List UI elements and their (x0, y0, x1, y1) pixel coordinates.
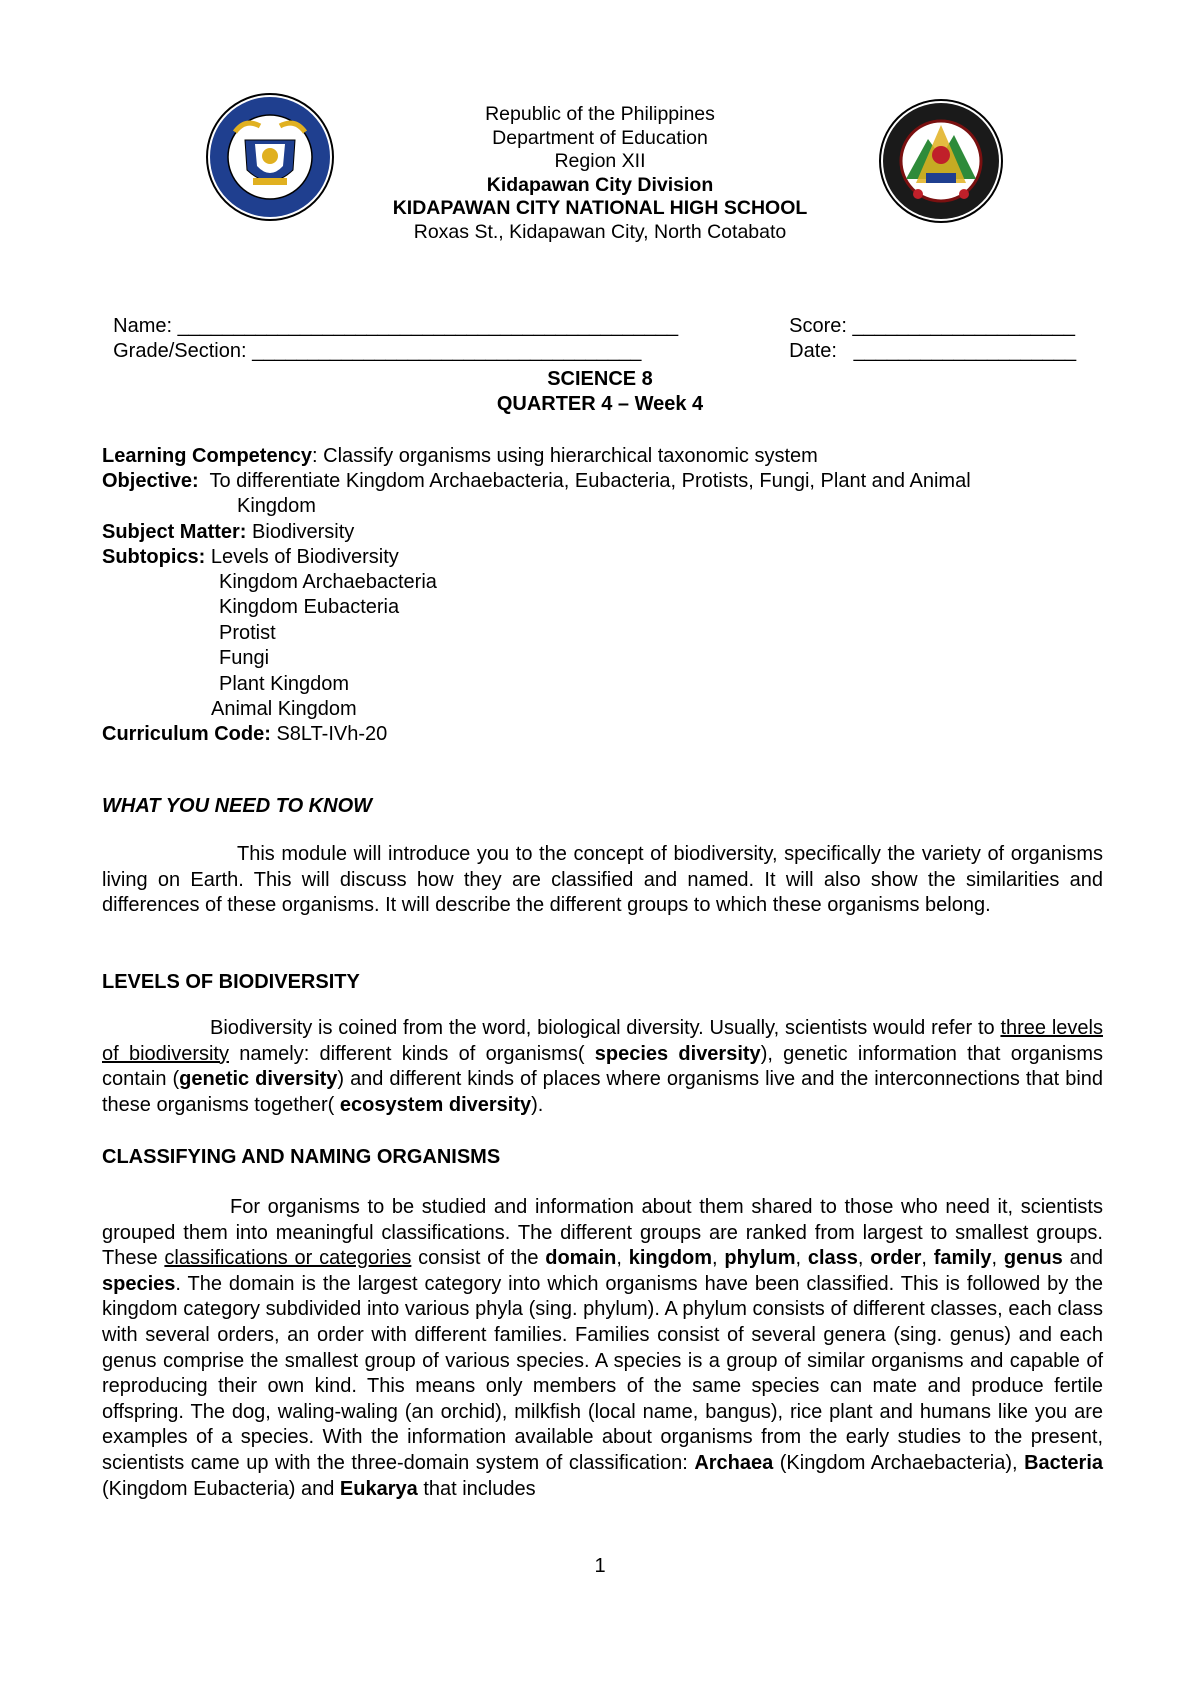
term-bacteria: Bacteria (1024, 1451, 1103, 1474)
classify-text: . The domain is the largest category into which organisms have been classified. This is followed by the kingdom category subdivided into various phyla (sing. phylum). A phylum consists of different classes, each class with several orders, an order with different families. Families consist of several genera (sing. genus) and each genus comprise the smallest group of various species. A species is a group of similar organisms and capable of reproducing their own kind. This means only members of the same species can mate and produce fertile offspring. The dog, waling-waling (an orchid), milkfish (local name, bangus), rice plant and humans like you are examples of a species. With the information available about organisms from the early studies to the present, scientists came up with the three-domain system of classification: (102, 1272, 1103, 1474)
curriculum-code-label: Curriculum Code: (102, 723, 271, 745)
subtopic-item: Kingdom Eubacteria (219, 596, 400, 618)
ecosystem-diversity-term: ecosystem diversity (339, 1093, 532, 1116)
classify-text: (Kingdom Archaebacteria), (773, 1451, 1025, 1474)
date-field[interactable] (778, 315, 1076, 363)
term-order: order (870, 1247, 922, 1270)
term-eukarya: Eukarya (339, 1477, 418, 1500)
subject-matter-value: Biodiversity (252, 521, 355, 543)
header-department: Department of Education (492, 126, 708, 149)
subtopics-line (102, 545, 399, 569)
subtopic-item: Protist (219, 622, 276, 644)
levels-text: Biodiversity is coined from the word, biological diversity. Usually, scientists would refer to (210, 1017, 995, 1039)
classify-paragraph: For organisms to be studied and information about them shared to those who need it, scientists grouped them into meaningful classifications. The different groups are ranked from largest to smallest groups. These classifications or categories consist of the domain, kingdom, phylum, class, order, family, genus and species. The domain is the largest category into which organisms have been classified. This is followed by the kingdom category subdivided into various phyla (sing. phylum). A phylum consists of different classes, each class with several orders, an order with different families. Families consist of several genera (sing. genus) and each genus comprise the smallest group of various species. A species is a group of similar organisms and capable of reproducing their own kind. This means only members of the same species can mate and produce fertile offspring. The dog, waling-waling (an orchid), milkfish (local name, bangus), rice plant and humans like you are examples of a species. With the information available about organisms from the early studies to the present, scientists came up with the three-domain system of classification: Archaea (Kingdom Archaebacteria), Bacteria (Kingdom Eubacteria) and Eukarya that includes (102, 1196, 1103, 1500)
classify-text: consist of the (411, 1247, 546, 1270)
worksheet-title (300, 367, 900, 417)
classify-text: and (1062, 1247, 1103, 1270)
classify-text: For organisms to be studied and information about them shared to those who need it, scientists grouped them into meaningful classifications. The different groups are ranked from largest to smallest groups. These (102, 1196, 1103, 1270)
letterhead (300, 103, 900, 244)
subject-matter-label: Subject Matter: (102, 521, 247, 543)
term-domain: domain (545, 1247, 617, 1270)
levels-paragraph (102, 1016, 1103, 1118)
term-phylum: phylum (724, 1247, 796, 1270)
header-school: KIDAPAWAN CITY NATIONAL HIGH SCHOOL (392, 197, 808, 219)
page-number: 1 (594, 1555, 606, 1577)
header-division: Kidapawan City Division (486, 173, 714, 196)
grade-section-label: Grade/Section: (113, 340, 247, 362)
subtopic-item: Plant Kingdom (219, 673, 350, 695)
classify-text: (Kingdom Eubacteria) and (102, 1477, 340, 1500)
levels-heading: LEVELS OF BIODIVERSITY (102, 971, 360, 993)
levels-underline: three levels of biodiversity (102, 1017, 1103, 1065)
need-to-know-heading: WHAT YOU NEED TO KNOW (102, 795, 372, 817)
need-to-know-paragraph (102, 842, 1103, 919)
date-blank[interactable]: ____________________ (853, 340, 1077, 362)
grade-section-field[interactable] (102, 315, 641, 363)
grade-section-blank[interactable]: ___________________________________ (252, 340, 642, 362)
term-genus: genus (1003, 1247, 1063, 1270)
levels-text: ). (531, 1093, 544, 1116)
objective-value: To differentiate Kingdom Archaebacteria, Eubacteria, Protists, Fungi, Plant and Animal (209, 470, 971, 492)
competency-line (102, 444, 818, 468)
subtopic-item: Levels of Biodiversity (210, 546, 399, 568)
score-label: Score: (789, 315, 847, 337)
term-family: family (933, 1247, 992, 1270)
term-kingdom: kingdom (628, 1247, 713, 1270)
header-country: Republic of the Philippines (485, 103, 715, 125)
levels-text: ), genetic information that organisms contain ( (102, 1042, 1103, 1091)
species-diversity-term: species diversity (594, 1042, 761, 1065)
competency-value: : Classify organisms using hierarchical taxonomic system (312, 445, 818, 467)
classify-underline: classifications or categories (164, 1247, 412, 1270)
term-species: species (102, 1272, 176, 1295)
subject-matter-line (102, 520, 354, 544)
subject-title: SCIENCE 8 (547, 368, 653, 390)
header-region: Region XII (554, 150, 646, 172)
genetic-diversity-term: genetic diversity (179, 1068, 338, 1091)
levels-text: namely: different kinds of organisms( (228, 1042, 595, 1065)
objective-line (102, 469, 971, 493)
subtopic-item: Animal Kingdom (211, 698, 357, 720)
subtopic-item: Fungi (219, 647, 270, 669)
objective-label: Objective: (102, 470, 199, 492)
competency-label: Learning Competency (102, 445, 313, 467)
levels-text: ) and different kinds of places where organisms live and the interconnections that bind these organisms together( (102, 1068, 1104, 1116)
name-blank[interactable]: _____________________________________________ (177, 315, 679, 337)
classify-text: that includes (417, 1477, 536, 1500)
classify-heading: CLASSIFYING AND NAMING ORGANISMS (102, 1146, 501, 1168)
objective-continued: Kingdom (237, 495, 316, 517)
name-label: Name: (113, 315, 173, 337)
curriculum-code-line (102, 722, 387, 746)
subtopic-item: Kingdom Archaebacteria (219, 571, 437, 593)
quarter-title: QUARTER 4 – Week 4 (496, 393, 704, 415)
score-blank[interactable]: ____________________ (852, 315, 1075, 337)
term-class: class (807, 1247, 858, 1270)
term-archaea: Archaea (694, 1451, 774, 1474)
date-label: Date: (789, 340, 837, 362)
curriculum-code-value: S8LT-IVh-20 (276, 723, 388, 745)
subtopics-label: Subtopics: (102, 546, 206, 568)
need-to-know-text: This module will introduce you to the concept of biodiversity, specifically the variety of organisms living on Earth. This will discuss how they are classified and named. It will also show the similarities and differences of these organisms. It will describe the different groups to which these organisms belong. (102, 843, 1103, 917)
header-address: Roxas St., Kidapawan City, North Cotabato (413, 220, 787, 243)
